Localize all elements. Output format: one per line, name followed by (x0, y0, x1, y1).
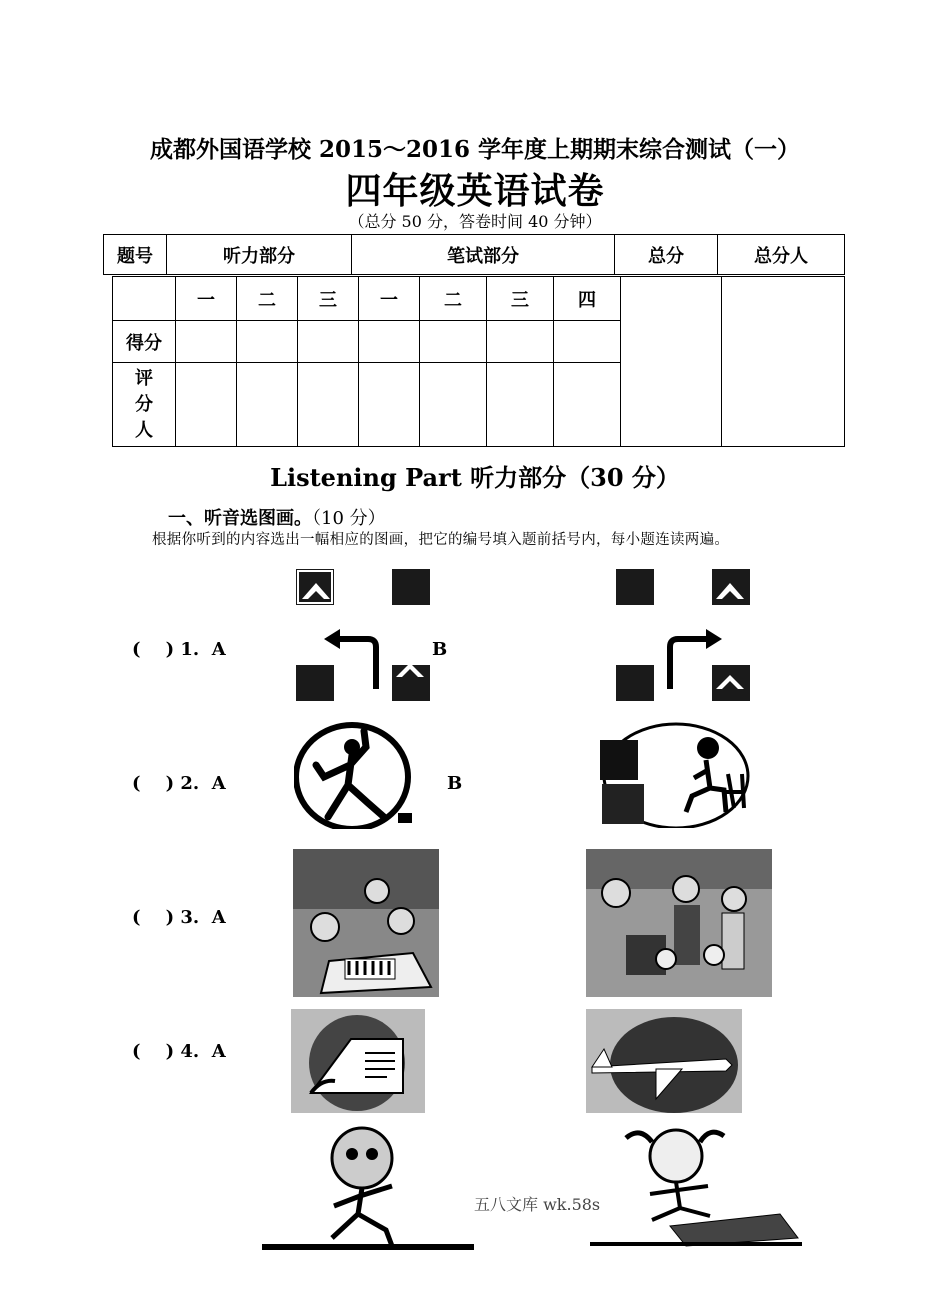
section-label: 二 (237, 277, 298, 321)
score-table-grid (112, 276, 845, 447)
section-label: 一 (359, 277, 420, 321)
section-label: 三 (487, 277, 554, 321)
grader-cell[interactable] (298, 363, 359, 447)
running-boy-icon (262, 1114, 474, 1254)
total-score-cell[interactable] (621, 277, 722, 447)
dancing-figure-icon (294, 721, 416, 829)
grader-cell[interactable] (420, 363, 487, 447)
question-2-b-label: B (447, 773, 463, 794)
score-cell[interactable] (176, 321, 237, 363)
score-cell[interactable] (554, 321, 621, 363)
col-written: 笔试部分 (352, 235, 615, 275)
question-4-label: ( ) 4. A (132, 1041, 226, 1062)
question-3-label: ( ) 3. A (132, 907, 226, 928)
section-label: 四 (554, 277, 621, 321)
score-cell[interactable] (359, 321, 420, 363)
col-listening: 听力部分 (167, 235, 352, 275)
turn-right-sign-icon (616, 569, 750, 701)
girl-jumping-book-icon (590, 1116, 802, 1248)
kids-playing-chess-icon (293, 849, 439, 997)
section-label: 二 (420, 277, 487, 321)
question-1-b-label: B (432, 639, 448, 660)
col-question-number: 题号 (104, 235, 167, 275)
grader-cell[interactable] (359, 363, 420, 447)
section-label: 三 (298, 277, 359, 321)
watching-tv-figure-icon (598, 712, 750, 828)
col-total-scorer: 总分人 (718, 235, 845, 275)
section1-title (168, 504, 386, 530)
grader-cell[interactable] (176, 363, 237, 447)
total-scorer-cell[interactable] (722, 277, 845, 447)
score-cell[interactable] (420, 321, 487, 363)
watermark: 五八文库 wk.58s (474, 1195, 601, 1214)
school-line: 成都外国语学校 2015～2016 学年度上期期末综合测试（一） (149, 136, 801, 163)
score-cell[interactable] (237, 321, 298, 363)
score-table-header (103, 234, 845, 275)
score-cell[interactable] (298, 321, 359, 363)
section1-title-text: 一、听音选图画。 (168, 508, 312, 529)
question-2-label: ( ) 2. A (132, 773, 226, 794)
grader-char: 评 (135, 367, 153, 389)
score-row-label: 得分 (113, 321, 176, 363)
grader-char: 分 (135, 393, 153, 415)
grader-char: 人 (135, 419, 153, 441)
page-title: 四年级英语试卷 (345, 170, 605, 212)
listening-heading: Listening Part 听力部分（30 分） (270, 463, 680, 492)
section-label: 一 (176, 277, 237, 321)
airplane-icon (586, 1009, 742, 1113)
family-in-park-icon (586, 849, 772, 997)
grader-cell[interactable] (487, 363, 554, 447)
exam-subtitle: （总分 50 分，答卷时间 40 分钟） (348, 212, 602, 231)
turn-left-sign-icon (296, 569, 430, 701)
section1-instruction: 根据你听到的内容选出一幅相应的图画，把它的编号填入题前括号内，每小题连读两遍。 (152, 532, 730, 548)
grader-cell[interactable] (554, 363, 621, 447)
grader-cell[interactable] (237, 363, 298, 447)
book-and-scroll-icon (291, 1009, 425, 1113)
question-1-label: ( ) 1. A (132, 639, 226, 660)
section1-points: （10 分） (312, 508, 386, 529)
blank-cell (113, 277, 176, 321)
score-cell[interactable] (487, 321, 554, 363)
col-total: 总分 (615, 235, 718, 275)
grader-row-label (113, 363, 176, 447)
